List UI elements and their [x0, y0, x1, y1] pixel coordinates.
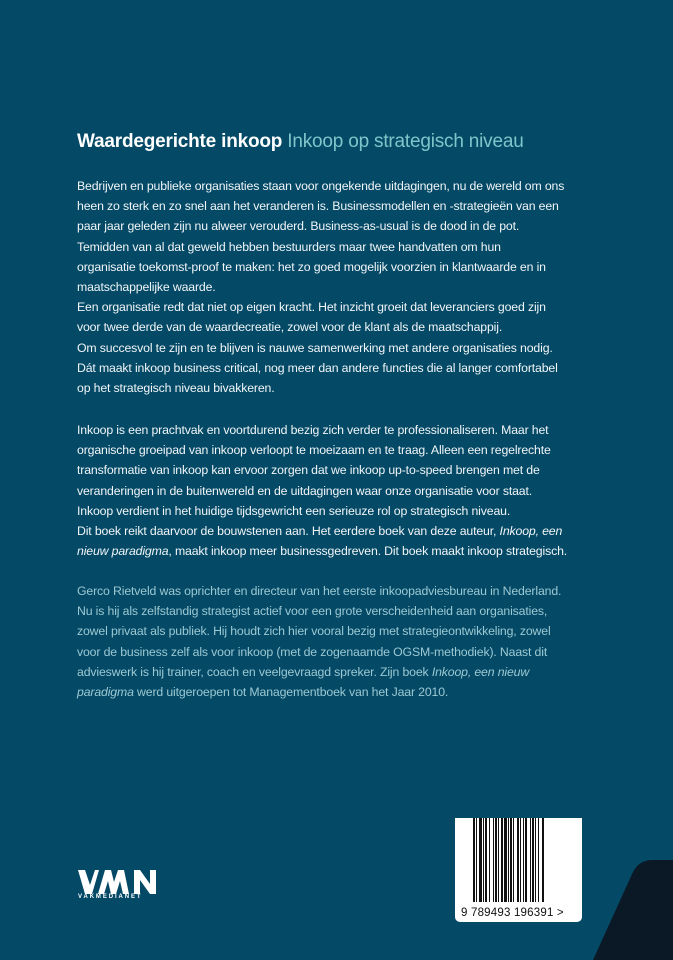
text-segment: maatschappelijke waarde.	[77, 280, 216, 295]
barcode-bar	[542, 818, 544, 902]
text-line	[77, 216, 564, 236]
barcode-bar	[538, 818, 539, 902]
text-line	[77, 420, 567, 440]
text-line	[77, 541, 567, 561]
description-paragraph	[77, 176, 564, 398]
vmn-logo-icon	[78, 870, 162, 894]
text-line	[77, 176, 564, 196]
text-segment: Bedrijven en publieke organisaties staan voor ongekende uitdagingen, nu de wereld om ons	[77, 179, 565, 193]
text-segment: , maakt inkoop meer businessgedreven. Dit boek maakt inkoop strategisch.	[168, 544, 568, 559]
text-segment: voor de business zelf als voor inkoop (met de zogenaamde OGSM-methodiek). Naast dit	[77, 644, 548, 659]
text-segment: Dát maakt inkoop business critical, nog meer dan andere functies die al langer comfortabel	[77, 360, 558, 375]
barcode-bar	[504, 818, 507, 902]
book-title-italic: paradigma	[77, 685, 134, 700]
text-line	[77, 257, 564, 277]
text-line	[77, 317, 564, 337]
text-segment: zowel privaat als publiek. Hij houdt zich hier vooral bezig met strategieontwikkeling, zowel	[77, 624, 551, 639]
barcode-bar	[476, 818, 477, 902]
barcode-bar	[495, 818, 497, 902]
text-line	[77, 621, 561, 641]
text-segment: organisatie toekomst-proof te maken: het zo goed mogelijk voorzien in klantwaarde en in	[77, 259, 546, 274]
text-line	[77, 196, 564, 216]
barcode-bar	[525, 818, 527, 902]
barcode-bar	[532, 818, 534, 902]
text-line	[77, 601, 561, 621]
barcode-bar	[520, 818, 521, 902]
text-line	[77, 237, 564, 257]
text-segment: op het strategisch niveau bivakkeren.	[77, 381, 275, 396]
text-line	[77, 338, 564, 358]
book-title-italic: nieuw paradigma	[77, 544, 169, 559]
barcode-bar	[517, 818, 519, 902]
barcode-bar	[508, 818, 509, 902]
text-segment: advieswerk is hij trainer, coach en veelgevraagd spreker. Zijn boek	[77, 664, 432, 679]
barcode-bar	[535, 818, 536, 902]
text-line	[77, 460, 567, 480]
text-segment: Een organisatie redt dat niet op eigen kracht. Het inzicht groeit dat leveranciers goed zijn	[77, 300, 546, 315]
text-line	[77, 440, 567, 460]
barcode-bar	[501, 818, 503, 902]
description-paragraph	[77, 420, 567, 561]
isbn-number: 9 789493 196391 >	[461, 907, 564, 919]
text-segment: transformatie van inkoop kan ervoor zorgen dat we inkoop up-to-speed brengen met de	[77, 463, 540, 478]
text-segment: Nu is hij als zelfstandig strategist actief voor een grote verscheidenheid aan organisaties,	[77, 604, 548, 619]
barcode-bar	[530, 818, 531, 902]
text-segment: heen zo sterk en zo snel aan het veranderen is. Businessmodellen en -strategieën van een	[77, 199, 559, 214]
title-subtitle: Inkoop op strategisch niveau	[287, 131, 524, 152]
barcode-bar	[498, 818, 499, 902]
text-segment: paar jaar geleden zijn nu alweer verouderd. Business-as-usual is de dood in de pot.	[77, 219, 520, 234]
text-segment: Inkoop verdient in het huidige tijdsgewricht een serieuze rol op strategisch niveau.	[77, 503, 511, 518]
publisher-logo	[78, 870, 162, 899]
barcode-bar	[489, 818, 490, 902]
author-bio	[77, 581, 561, 702]
text-line	[77, 297, 564, 317]
text-line	[77, 358, 564, 378]
text-line	[77, 642, 561, 662]
barcode-bar	[523, 818, 524, 902]
barcode-bar	[473, 818, 475, 902]
text-line	[77, 581, 561, 601]
isbn-barcode	[455, 818, 582, 922]
barcode-bar	[483, 818, 484, 902]
book-title-italic: Inkoop, een	[499, 524, 563, 539]
text-line	[77, 682, 561, 702]
text-segment: Om succesvol te zijn en te blijven is nauwe samenwerking met andere organisaties nodig.	[77, 340, 553, 355]
text-segment: veranderingen in de buitenwereld en de uitdagingen waar onze organisatie voor staat.	[77, 483, 533, 498]
barcode-bar	[513, 818, 514, 902]
barcode-bar	[479, 818, 482, 902]
barcode-bars-icon	[473, 818, 565, 902]
book-title-italic: Inkoop, een nieuw	[431, 664, 530, 679]
text-segment: werd uitgeroepen tot Managementboek van het Jaar 2010.	[133, 685, 449, 700]
text-line	[77, 481, 567, 501]
book-title	[77, 131, 524, 153]
text-segment: organische groeipad van inkoop verloopt te moeizaam en te traag. Alleen een regelrechte	[77, 443, 551, 458]
corner-shape-icon	[593, 860, 673, 960]
barcode-bar	[510, 818, 512, 902]
barcode-bar	[493, 818, 494, 902]
text-segment: Dit boek reikt daarvoor de bouwstenen aan. Het eerdere boek van deze auteur,	[77, 524, 500, 539]
text-line	[77, 662, 561, 682]
text-line	[77, 277, 564, 297]
text-line	[77, 378, 564, 398]
text-segment: Temidden van al dat geweld hebben bestuurders maar twee handvatten om hun	[77, 239, 501, 254]
text-line	[77, 521, 567, 541]
barcode-bar	[485, 818, 487, 902]
publisher-name: VAKMEDIANET	[78, 894, 143, 900]
text-line	[77, 501, 567, 521]
text-segment: voor twee derde van de waardecreatie, zowel voor de klant als de maatschappij.	[77, 320, 503, 335]
title-main: Waardegerichte inkoop	[77, 131, 283, 152]
text-segment: Gerco Rietveld was oprichter en directeur van het eerste inkoopadviesbureau in Nederland.	[77, 584, 562, 598]
text-segment: Inkoop is een prachtvak en voortdurend bezig zich verder te professionaliseren. Maar het	[77, 423, 549, 437]
